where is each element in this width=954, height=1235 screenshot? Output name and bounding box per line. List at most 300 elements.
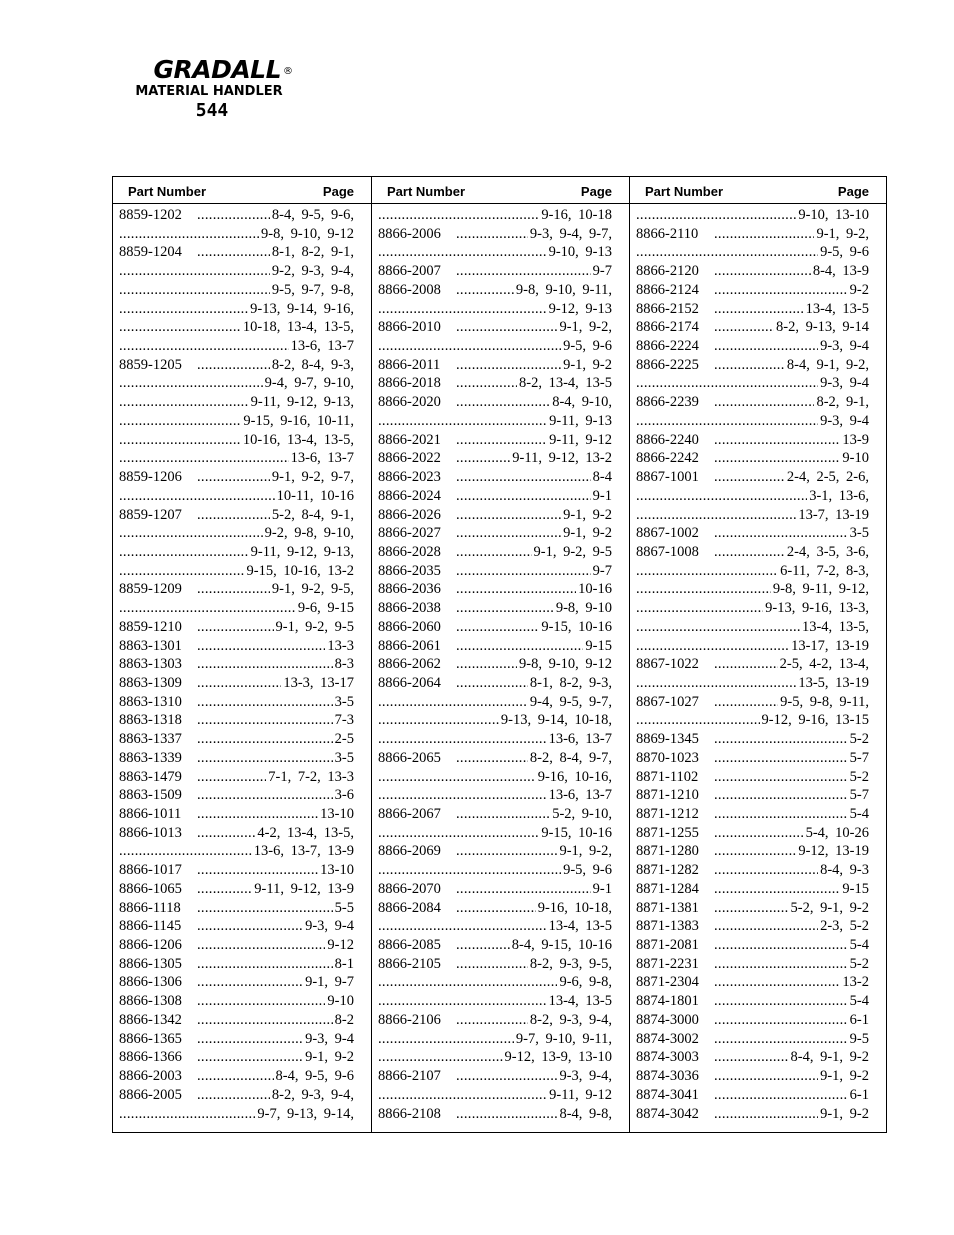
index-entry: [378, 862, 612, 881]
dot-leader: [714, 338, 818, 355]
index-entry: [378, 581, 612, 600]
part-number: 8871-1280: [636, 843, 699, 860]
page-references: 9-15, 9-16, 10-11,: [243, 412, 354, 429]
index-entry: [636, 694, 869, 713]
index-entry: [378, 918, 612, 937]
dot-leader: [636, 675, 796, 692]
index-entry: [636, 394, 869, 413]
part-number: 8866-2027: [378, 525, 441, 542]
dot-leader: [456, 843, 557, 860]
part-number: 8866-2110: [636, 225, 699, 242]
index-entry: [636, 1087, 869, 1106]
part-number: 8866-2065: [378, 749, 441, 766]
part-number: 8866-2174: [636, 319, 699, 336]
index-entry: [378, 563, 612, 582]
dot-leader: [197, 769, 266, 786]
index-entry: [636, 843, 869, 862]
dot-leader: [197, 862, 318, 879]
part-number: 8863-1310: [119, 693, 182, 710]
model-number: 544: [195, 100, 229, 121]
part-number: 8866-2060: [378, 618, 441, 635]
dot-leader: [636, 207, 796, 224]
page-references: 13-4, 13-5: [548, 993, 612, 1010]
index-entry: [119, 862, 354, 881]
index-entry: [636, 319, 869, 338]
index-entry: [119, 301, 354, 320]
index-entry: [378, 993, 612, 1012]
page-references: 2-4, 2-5, 2-6,: [786, 469, 869, 486]
dot-leader: [636, 600, 763, 617]
page-references: 9-8, 9-10, 9-11,: [515, 281, 612, 298]
page-references: 8-2, 9-3, 9-4,: [271, 1086, 354, 1103]
part-number: 8866-2152: [636, 300, 699, 317]
index-entry: [378, 675, 612, 694]
page-references: 9-12, 13-9, 13-10: [504, 1049, 612, 1066]
dot-leader: [714, 1106, 818, 1123]
page-references: 9-1, 9-2,: [559, 319, 612, 336]
index-entry: [119, 1012, 354, 1031]
dot-leader: [378, 413, 547, 430]
index-entry: [378, 469, 612, 488]
index-entry: [378, 694, 612, 713]
index-entry: [119, 937, 354, 956]
index-entry: [378, 825, 612, 844]
page-references: 8-4, 9-1, 9-2: [790, 1049, 869, 1066]
page-references: 9-15, 10-16: [541, 824, 612, 841]
dot-leader: [714, 956, 848, 973]
dot-leader: [197, 207, 270, 224]
index-entry: [636, 488, 869, 507]
page-references: 4-2, 13-4, 13-5,: [257, 824, 354, 841]
dot-leader: [119, 413, 241, 430]
index-entry: [378, 956, 612, 975]
part-number: 8866-2011: [378, 356, 441, 373]
index-entry: [378, 1049, 612, 1068]
part-number: 8866-2003: [119, 1068, 182, 1085]
index-entry: [636, 862, 869, 881]
part-number: 8866-2022: [378, 450, 441, 467]
parts-index-table: [112, 176, 887, 1133]
dot-leader: [714, 656, 778, 673]
page-references: 8-4, 13-9: [812, 263, 869, 280]
part-number: 8866-2240: [636, 431, 699, 448]
dot-leader: [197, 731, 333, 748]
index-entry: [119, 375, 354, 394]
page-references: 9-12, 9-16, 13-15: [761, 712, 869, 729]
part-number: 8866-2108: [378, 1105, 441, 1122]
part-number: 8874-1801: [636, 993, 699, 1010]
part-number: 8867-1001: [636, 469, 699, 486]
index-entry: [636, 638, 869, 657]
dot-leader: [378, 974, 557, 991]
index-entry: [119, 394, 354, 413]
page-references: 10-16: [578, 581, 612, 598]
page-references: 6-1: [849, 1011, 869, 1028]
dot-leader: [456, 675, 528, 692]
page-references: 9-3, 9-4,: [559, 1068, 612, 1085]
page-references: 9-2, 9-8, 9-10,: [264, 525, 354, 542]
index-entry: [636, 656, 869, 675]
part-number: 8863-1479: [119, 768, 182, 785]
dot-leader: [456, 581, 576, 598]
index-entry: [636, 469, 869, 488]
page-references: 9-1: [592, 487, 612, 504]
column-entries: [113, 204, 371, 1124]
part-number: 8866-1305: [119, 955, 182, 972]
dot-leader: [197, 900, 333, 917]
page-references: 9-10: [327, 993, 354, 1010]
page-references: 9-15: [842, 880, 869, 897]
dot-leader: [714, 900, 789, 917]
page-references: 13-17, 13-19: [791, 637, 869, 654]
page-references: 9-4, 9-5, 9-7,: [529, 693, 612, 710]
part-number: 8866-1366: [119, 1049, 182, 1066]
dot-leader: [714, 731, 848, 748]
page-references: 9-10, 13-10: [798, 207, 869, 223]
index-entry: [119, 226, 354, 245]
index-entry: [119, 638, 354, 657]
part-number: 8871-1284: [636, 880, 699, 897]
index-entry: [119, 469, 354, 488]
dot-leader: [197, 712, 333, 729]
page-references: 9-7, 9-10, 9-11,: [515, 1030, 612, 1047]
page-references: 5-2: [849, 731, 869, 748]
part-number: 8859-1202: [119, 207, 182, 223]
dot-leader: [119, 375, 263, 392]
dot-leader: [378, 918, 547, 935]
index-entry: [119, 338, 354, 357]
index-entry: [378, 226, 612, 245]
part-number: 8859-1207: [119, 506, 182, 523]
page-references: 9-1, 9-2,: [816, 225, 869, 242]
dot-leader: [714, 881, 840, 898]
page-references: 2-5, 4-2, 13-4,: [779, 656, 869, 673]
dot-leader: [378, 825, 539, 842]
dot-leader: [119, 525, 263, 542]
index-entry: [636, 974, 869, 993]
index-entry: [378, 1068, 612, 1087]
page-references: 9-5, 9-8, 9-11,: [780, 693, 869, 710]
index-entry: [119, 357, 354, 376]
part-number-heading: Part Number: [645, 183, 724, 199]
part-number: 8863-1301: [119, 637, 182, 654]
dot-leader: [197, 675, 281, 692]
dot-leader: [456, 469, 591, 486]
part-number: 8866-2067: [378, 806, 441, 822]
dot-leader: [197, 1049, 303, 1066]
dot-leader: [714, 825, 804, 842]
page-references: 2-3, 5-2: [820, 918, 869, 935]
part-number: 8867-1002: [636, 525, 699, 542]
dot-leader: [714, 544, 785, 561]
page-references: 9-1, 9-2: [305, 1049, 354, 1066]
part-number: 8871-1212: [636, 806, 699, 822]
index-entry: [636, 375, 869, 394]
index-entry: [636, 825, 869, 844]
index-entry: [378, 282, 612, 301]
index-entry: [636, 1012, 869, 1031]
page-references: 9-3, 9-4: [305, 1030, 354, 1047]
part-number: 8866-2006: [378, 225, 441, 242]
page-references: 7-1, 7-2, 13-3: [268, 768, 354, 785]
index-entry: [636, 450, 869, 469]
part-number: 8866-2024: [378, 487, 441, 504]
page-references: 13-7, 13-19: [798, 506, 869, 523]
index-entry: [119, 731, 354, 750]
part-number: 8866-2005: [119, 1086, 182, 1103]
page-references: 9-10: [842, 450, 869, 467]
dot-leader: [378, 862, 561, 879]
dot-leader: [119, 544, 249, 561]
index-entry: [636, 413, 869, 432]
part-number: 8874-3041: [636, 1086, 699, 1103]
page-references: 9-3, 9-4: [820, 412, 869, 429]
dot-leader: [714, 1031, 848, 1048]
brand-logo: [134, 56, 312, 84]
part-number: 8866-2008: [378, 281, 441, 298]
part-number: 8866-2242: [636, 450, 699, 467]
dot-leader: [714, 787, 848, 804]
page-references: 9-11, 9-13: [549, 412, 612, 429]
part-number: 8866-1013: [119, 824, 182, 841]
dot-leader: [119, 282, 270, 299]
dot-leader: [119, 563, 245, 580]
page-references: 5-2: [849, 768, 869, 785]
page-references: 9-11, 9-12: [549, 1086, 612, 1103]
index-entry: [636, 1031, 869, 1050]
dot-leader: [456, 900, 536, 917]
index-entry: [378, 394, 612, 413]
index-entry: [378, 750, 612, 769]
part-number: 8866-1017: [119, 862, 182, 879]
page-references: 8-2: [334, 1011, 354, 1028]
index-entry: [378, 488, 612, 507]
brand-name: GRADALL: [153, 55, 282, 84]
page-references: 5-7: [849, 787, 869, 804]
index-entry: [119, 712, 354, 731]
page-references: 8-1, 8-2, 9-1,: [271, 244, 354, 261]
index-entry: [636, 712, 869, 731]
dot-leader: [197, 656, 333, 673]
index-entry: [119, 432, 354, 451]
page-references: 13-6, 13-7: [290, 338, 354, 355]
page-references: 9-3, 9-4: [820, 338, 869, 355]
page-references: 13-2: [842, 974, 869, 991]
dot-leader: [456, 375, 517, 392]
index-entry: [119, 750, 354, 769]
page-references: 8-4, 9-1, 9-2,: [786, 356, 869, 373]
dot-leader: [714, 918, 818, 935]
dot-leader: [119, 432, 241, 449]
dot-leader: [378, 1031, 514, 1048]
dot-leader: [197, 974, 303, 991]
dot-leader: [119, 450, 289, 467]
dot-leader: [714, 843, 796, 860]
part-number: 8867-1027: [636, 693, 699, 710]
dot-leader: [456, 507, 561, 524]
dot-leader: [456, 226, 528, 243]
page-references: 8-2, 8-4, 9-3,: [271, 356, 354, 373]
page-references: 13-6, 13-7: [290, 450, 354, 467]
index-entry: [636, 881, 869, 900]
index-entry: [636, 338, 869, 357]
index-entry: [636, 918, 869, 937]
index-entry: [378, 244, 612, 263]
index-entry: [636, 544, 869, 563]
dot-leader: [456, 619, 539, 636]
part-number: 8866-2084: [378, 899, 441, 916]
dot-leader: [119, 319, 241, 336]
index-entry: [378, 787, 612, 806]
dot-leader: [714, 974, 840, 991]
dot-leader: [378, 731, 547, 748]
page-references: 13-3, 13-17: [283, 674, 354, 691]
page-references: 9-5, 9-6: [563, 862, 612, 879]
index-entry: [378, 413, 612, 432]
index-entry: [378, 974, 612, 993]
index-entry: [636, 769, 869, 788]
index-entry: [119, 450, 354, 469]
page-references: 9-4, 9-7, 9-10,: [264, 375, 354, 392]
index-entry: [119, 956, 354, 975]
part-number: 8866-2069: [378, 843, 441, 860]
page-references: 8-2, 13-4, 13-5: [519, 375, 612, 392]
page-references: 9-15, 10-16: [541, 618, 612, 635]
index-entry: [636, 956, 869, 975]
index-entry: [636, 563, 869, 582]
index-entry: [119, 1068, 354, 1087]
dot-leader: [378, 712, 499, 729]
index-entry: [636, 301, 869, 320]
index-entry: [119, 1031, 354, 1050]
dot-leader: [197, 881, 252, 898]
index-entry: [378, 1106, 612, 1125]
product-subtitle: MATERIAL HANDLER: [135, 84, 283, 99]
part-number: 8866-2036: [378, 581, 441, 598]
page-references: 9-5, 9-6: [563, 338, 612, 355]
index-entry: [636, 937, 869, 956]
index-entry: [119, 413, 354, 432]
page-references: 5-5: [334, 899, 354, 916]
index-entry: [119, 825, 354, 844]
index-entry: [119, 900, 354, 919]
index-entry: [119, 675, 354, 694]
dot-leader: [714, 525, 848, 542]
page-references: 10-11, 10-16: [276, 487, 354, 504]
part-number: 8866-2035: [378, 562, 441, 579]
dot-leader: [197, 694, 333, 711]
index-entry: [378, 1031, 612, 1050]
dot-leader: [636, 375, 818, 392]
dot-leader: [714, 1068, 818, 1085]
part-number-heading: Part Number: [128, 183, 207, 199]
part-number: 8866-2026: [378, 506, 441, 523]
page-references: 13-10: [320, 806, 354, 822]
index-entry: [636, 675, 869, 694]
index-entry: [636, 282, 869, 301]
part-number: 8871-1255: [636, 824, 699, 841]
page-references: 8-2, 9-1,: [816, 394, 869, 411]
part-number: 8869-1345: [636, 731, 699, 748]
page-heading: Page: [580, 183, 612, 199]
index-entry: [636, 507, 869, 526]
page-references: 9-8, 9-10, 9-12: [261, 225, 354, 242]
dot-leader: [119, 1106, 255, 1123]
page-references: 5-2, 9-1, 9-2: [790, 899, 869, 916]
part-number: 8866-2028: [378, 543, 441, 560]
index-entry: [378, 900, 612, 919]
page-references: 9-5, 9-6: [820, 244, 869, 261]
dot-leader: [714, 1049, 789, 1066]
dot-leader: [714, 319, 774, 336]
index-entry: [119, 544, 354, 563]
page-references: 9-8, 9-11, 9-12,: [772, 581, 869, 598]
index-entry: [378, 881, 612, 900]
part-number: 8866-1206: [119, 937, 182, 954]
index-entry: [378, 375, 612, 394]
page-references: 9-12: [327, 937, 354, 954]
dot-leader: [197, 507, 270, 524]
dot-leader: [378, 1087, 547, 1104]
dot-leader: [378, 993, 547, 1010]
index-entry: [636, 263, 869, 282]
index-entry: [378, 843, 612, 862]
part-number: 8866-2061: [378, 637, 441, 654]
dot-leader: [456, 600, 554, 617]
index-entry: [119, 1106, 354, 1125]
page-references: 8-4, 9-10,: [552, 394, 612, 411]
part-number: 8871-1381: [636, 899, 699, 916]
index-entry: [378, 1012, 612, 1031]
dot-leader: [456, 750, 528, 767]
part-number: 8874-3042: [636, 1105, 699, 1122]
page-references: 8-2, 8-4, 9-7,: [529, 749, 612, 766]
dot-leader: [197, 619, 274, 636]
page-references: 9-3, 9-4: [820, 375, 869, 392]
page-references: 8-2, 9-3, 9-4,: [529, 1011, 612, 1028]
page-references: 5-2: [849, 955, 869, 972]
index-entry: [378, 263, 612, 282]
part-number: 8866-2070: [378, 880, 441, 897]
dot-leader: [714, 750, 848, 767]
page-references: 8-4: [592, 469, 612, 486]
dot-leader: [456, 488, 591, 505]
index-entry: [119, 1087, 354, 1106]
page-references: 9-13, 9-16, 13-3,: [765, 600, 869, 617]
dot-leader: [197, 1012, 333, 1029]
part-number: 8866-1011: [119, 806, 182, 822]
dot-leader: [714, 993, 848, 1010]
page-references: 9-16, 10-18,: [537, 899, 612, 916]
page-references: 8-4, 9-5, 9-6,: [271, 207, 354, 223]
index-column-3: [629, 177, 886, 1132]
part-number: 8867-1022: [636, 656, 699, 673]
part-number: 8866-2020: [378, 394, 441, 411]
dot-leader: [456, 450, 510, 467]
index-entry: [378, 301, 612, 320]
dot-leader: [714, 263, 811, 280]
dot-leader: [714, 394, 814, 411]
dot-leader: [456, 319, 557, 336]
dot-leader: [636, 507, 796, 524]
part-number: 8866-2018: [378, 375, 441, 392]
dot-leader: [456, 881, 591, 898]
part-number: 8866-2064: [378, 674, 441, 691]
dot-leader: [119, 394, 249, 411]
part-number: 8859-1205: [119, 356, 182, 373]
part-number: 8866-1118: [119, 899, 181, 916]
page-references: 8-1: [334, 955, 354, 972]
